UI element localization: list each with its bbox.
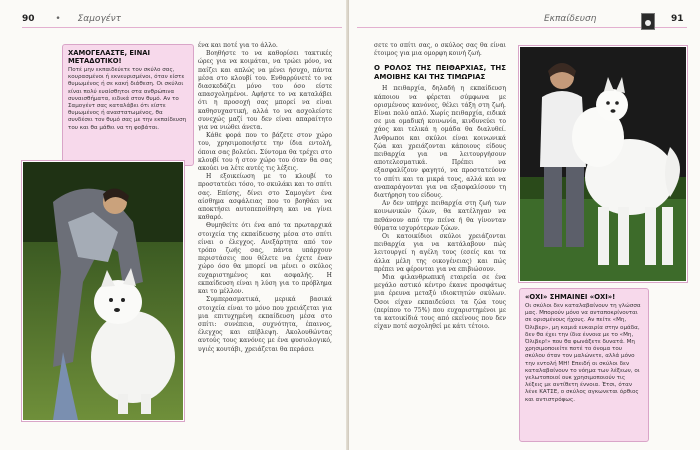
tip-box-smile-title: ΧΑΜΟΓΕΛΑΣΤΕ, ΕΙΝΑΙ ΜΕΤΑΔΟΤΙΚΟ! — [68, 49, 151, 65]
right-page-number: 91 — [671, 14, 684, 24]
text-column-1 — [198, 42, 332, 354]
tip-box-no — [519, 288, 649, 442]
section-heading: Ο ΡΟΛΟΣ ΤΗΣ ΠΕΙΘΑΡΧΙΑΣ, ΤΗΣ ΑΜΟΙΒΗΣ ΚΑΙ ΤΗΣ ΤΙΜΩΡΙΑΣ — [374, 64, 506, 81]
man-with-samoyed-photo — [23, 162, 183, 420]
header-bullet: • — [55, 14, 61, 24]
left-page-header — [22, 14, 121, 24]
tip-box-no-title: «ΟΧΙ» ΣΗΜΑΙΝΕΙ «ΟΧΙ»! — [525, 293, 616, 301]
tip-box-smile-body: Ποτέ μην εκπαιδεύετε τον σκύλο σας, κουρασμένοι ή εκνευρισμένοι, όταν είστε θυμωμένος ή σε κακή διάθεση. Οι σκύλοι είναι πολύ ευαίσθητοι στα ανθρώπινα συναισθήματα, ειδικά στον θυμό. Αν το Σαμογέντ σας καταλάβει ότι είστε θυμωμένος ή αναστατωμένος, θα συνδέσει τον θυμό σας με την εκπαίδευση του και θα μάθει να τη φοβάται. — [68, 67, 187, 131]
col2-paragraph: σετε το σπίτι σας, ο σκύλος σας θα είναι έτοιμος για μια ομορφη κοινή ζωή. — [374, 42, 506, 58]
left-page — [0, 0, 349, 450]
woman-with-standing-samoyed-photo — [520, 47, 686, 281]
right-page-header — [544, 14, 596, 24]
tip-box-no-body: Οι σκύλοι δεν καταλαβαίνουν τη γλώσσα μας. Μπορούν μόνο να ανταποκρίνονται σε ορισμένους ήχους. Αν πείτε «Μη, Όλιβερ», μη καμιά ευκαιρία στην ομάδα, δεν θα έχει την ίδια έννοια με το «Μη, Όλιβερ!» που θα φωνάξετε δυνατά. Μη χρησιμοποιείτε ποτέ το όνομα του σκύλου όταν τον μαλώνετε, αλλά μόνο την εντολή ΜΗ! Επειδή οι σκύλοι δεν καταλαβαίνουν το νόημα των λέξεων, οι γελωτοποιοί ουκ χρησιμοποιούν τις λέξεις με αντίθετη έννοια. Έτσι, όταν λένε ΚΑΤΣΕ, ο σκύλος αγκωνεται όρθιος και αντιστρόφως. — [525, 303, 641, 403]
tip-box-smile — [62, 44, 194, 166]
left-running-title: Σαμογέντ — [77, 14, 122, 24]
right-page — [349, 0, 700, 450]
left-page-number: 90 — [22, 14, 35, 24]
samoyed-thumbnail-icon — [641, 13, 655, 30]
col2-paragraph: Η πειθαρχία, δηλαδή η εκπαίδευση κάποιου να φέρεται σύμφωνα με ορισμένους κανόνες, θέλει τάξη στη ζωή. Είναι πολύ απλό. Χωρίς πειθαρχία, ειδικά σε μια ομαδική κοινωνία, κινδυνεύει το χάος και τελικά η ομάδα θα διαλυθεί. Άνθρωποι και σκύλοι είναι κοινωνικά ζώα και χρειάζονται κάποιους είδους πειθαρχία για να λειτουργήσουν αποτελεσματικά. Πρέπει να εξασφαλίζουν φαγητό, να προστατεύουν το σπίτι και τα μικρά τους, αλλά και να αναπαράγονται για να εξασφαλίσουν τη διατήρηση του είδους. — [374, 85, 506, 200]
right-photo — [519, 46, 687, 282]
col2-paragraph: Μια φιλανθρωπική εταιρεία σε ένα μεγάλο αστικό κέντρο έκανε προσφάτως μια έρευνα μεταξύ ιδιοκτητών σκύλων. Όσοι είχαν εκπαιδεύσει τα ζώα τους (περίπου το 75%) που ευχαριστημένοι με τα κατοικίδιά τους από εκείνους που δεν είχαν ποτέ ασχοληθεί με κάτι τέτοιο. — [374, 274, 506, 331]
col1-paragraph: Θυμηθείτε ότι ένα από τα πρωταρχικά στοιχεία της εκπαίδευσης μέσα στο σπίτι είναι ο έλεγχος. Ανεξάρτητα από τον τρόπο ζωής σας, πάντα υπάρχουν περιστάσεις που θέλετε να έχετε έναν χώρο όσο θα μπορεί να μένει ο σκύλος ευχαριστημένος και ασφαλής. Η εκπαίδευση είναι η λύση για το πρόβλημα και το μέλλον. — [198, 222, 332, 296]
text-column-2 — [374, 42, 506, 332]
left-photo — [22, 161, 184, 421]
col1-paragraph: Κάθε φορά που το βάζετε στον χώρο του, χρησιμοποιήστε την ίδια εντολή, όποια σας βολεύει. Σύντομα θα τρέχει στο κλουβί του ή στον χώρο του όταν θα σας ακούει να λέτε αυτές τις λέξεις. — [198, 132, 332, 173]
col1-paragraph: Η εξοικείωση με το κλουβί το προστατεύει τόσο, το σκυλάκι και το σπίτι σας. Επίσης, δίνει στο Σαμογέντ ένα αίσθημα ασφάλειας που το βοηθάει να αποκτήσει αυτοπεποίθηση και να γίνει καθαρό. — [198, 173, 332, 222]
col2-paragraph: Οι κατοικίδιοι σκύλοι χρειάζονται πειθαρχία για να κατάλαβουν πώς λειτουργεί η αγέλη τους (εσείς και τα άλλα μέλη της οικογένειας) και πώς πρέπει να φέρονται για να επιβιώσουν. — [374, 233, 506, 273]
col2-paragraph: Αν δεν υπήρχε πειθαρχία στη ζωή των κοινωνικών ζώων, θα κατέληγαν να πεθάνουν από την πείνα ή θα γίνονταν θύματα ισχυρότερων ζώων. — [374, 200, 506, 232]
col1-paragraph: Συμπερασματικά, μερικά βασικά στοιχεία είναι το μόνο που χρειάζεται για μια επιτυχημένη εκπαίδευση μέσα στο σπίτι: συνέπεια, συχνότητα, έπαινος, έλεγχος και επίβλεψη. Ακολουθώντας αυτούς τους κανόνες με ένα φυσιολογικό, υγιές κουτάβι, χρειάζεται θα περάσει — [198, 296, 332, 353]
col1-paragraph: Βοηθήστε το να καθορίσει τακτικές ώρες για να κοιμάται, να τρώει μόνο, να παίζει και απλώς να μένει ήσυχο, πάντα μέσα στο κλουβί του. Ενθαρρύνετέ το να διασκεδάζει μόνο του όσο είστε απασχολημένοι. Αφήστε το να καταλάβει ότι η προσοχή σας μπορεί να είναι καθησυχαστική, αλλά το να ασχολείστε συνεχώς μαζί του δεν είναι απαραίτητο για να νιώθει άνετα. — [198, 50, 332, 132]
col1-paragraph: ένα και ποτέ για το άλλο. — [198, 42, 278, 49]
left-header-rule — [22, 27, 342, 28]
right-header-rule — [357, 27, 687, 28]
right-page-number-wrap — [671, 14, 684, 24]
right-running-title: Εκπαίδευση — [544, 14, 597, 24]
